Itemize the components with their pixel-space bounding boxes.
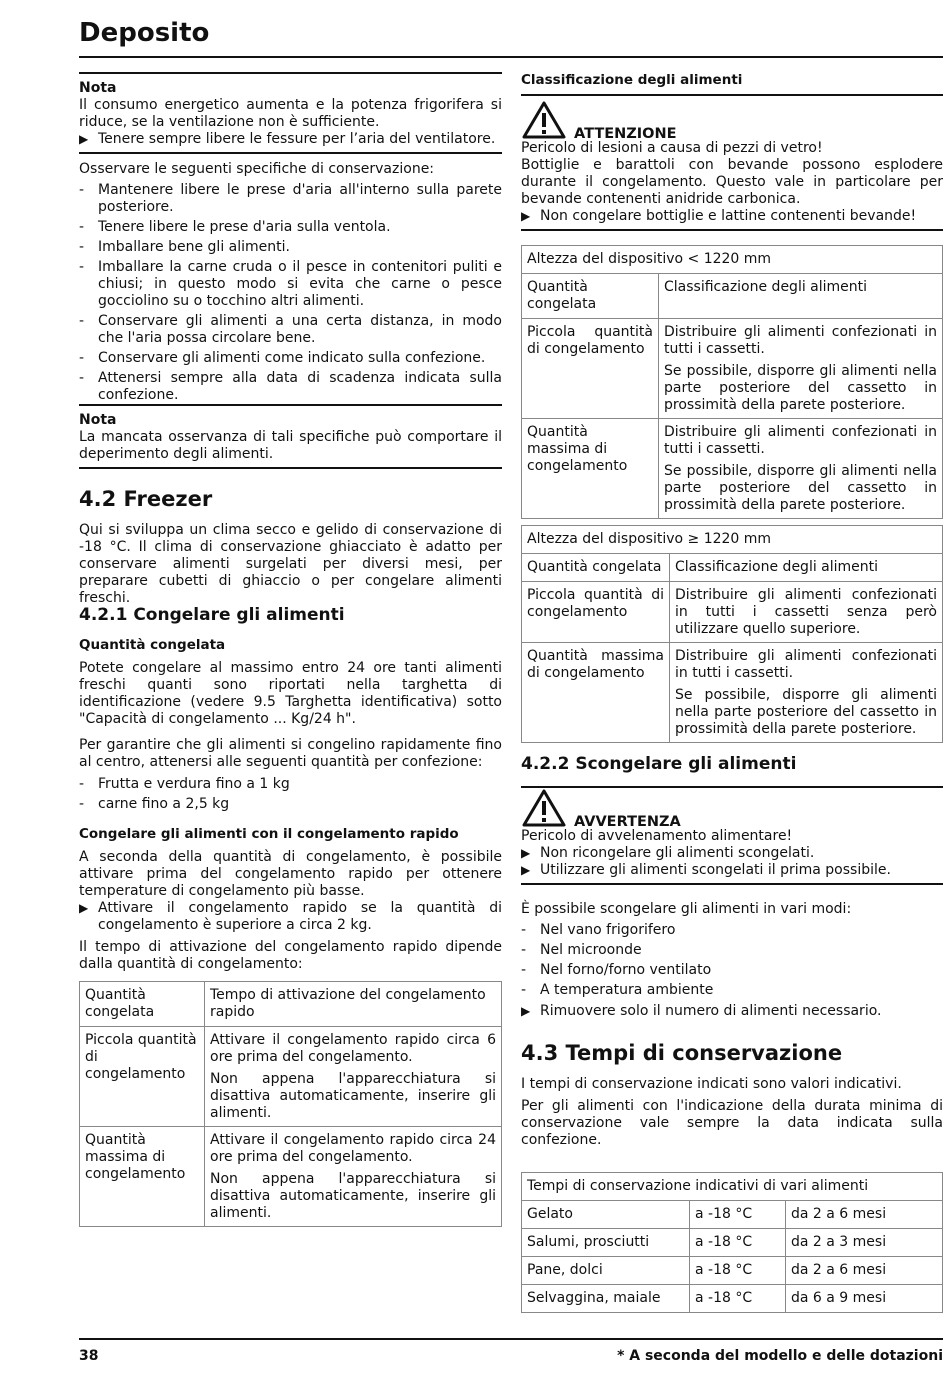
table-cell: da 6 a 9 mesi	[786, 1285, 943, 1313]
table-cell: Distribuire gli alimenti confezionati in tutti i cassetti. Se possibile, disporre gli alimenti nella parte posteriore del cassetto in prossimità della parete posteriore.	[670, 643, 943, 743]
table-cell: a -18 °C	[690, 1257, 786, 1285]
table-header-cell: Quantità congelata	[522, 554, 670, 582]
table-header-cell: Classificazione degli alimenti	[659, 274, 943, 319]
storage-list	[79, 182, 502, 404]
table-title-row	[522, 1173, 943, 1201]
table-header-cell: Quantità congelata	[80, 982, 205, 1027]
action-item	[521, 845, 943, 862]
quantity-text: Potete congelare al massimo entro 24 ore tanti alimenti freschi quanti sono riportati nella targhetta di identificazione (vedere 9.5 Targhetta identificativa) sotto "Capacità di congelamento ... Kg/24 h".	[79, 660, 502, 727]
action-text: Attivare il congelamento rapido se la quantità di congelamento è superiore a circa 2 kg.	[98, 900, 502, 933]
action-text: Non congelare bottiglie e lattine contenenti bevande!	[540, 208, 917, 224]
note-title: Nota	[79, 80, 117, 96]
list-item: - Frutta e verdura fino a 1 kg	[79, 776, 290, 792]
table-row	[522, 1229, 943, 1257]
note-box	[79, 72, 502, 154]
table-cell: Salumi, prosciutti	[522, 1229, 690, 1257]
section-heading-times: 4.3 Tempi di conservazione	[521, 1041, 843, 1065]
quantity-text-2: Per garantire che gli alimenti si congelino rapidamente fino al centro, attenersi alle seguenti quantità per confezione:	[79, 737, 502, 770]
list-item: - Nel vano frigorifero	[521, 922, 676, 938]
table-cell: a -18 °C	[690, 1285, 786, 1313]
rapid-text: A seconda della quantità di congelamento, è possibile attivare prima del congelamento rapido per ottenere temperature di congelamento più basse.	[79, 849, 502, 899]
table-cell: Selvaggina, maiale	[522, 1285, 690, 1313]
list-item: - Tenere libere le prese d'aria sulla ventola.	[79, 219, 391, 235]
table-header-cell: Quantità congelata	[522, 274, 659, 319]
table-title: Altezza del dispositivo < 1220 mm	[522, 246, 943, 274]
table-title: Altezza del dispositivo ≥ 1220 mm	[522, 526, 943, 554]
table-cell: a -18 °C	[690, 1229, 786, 1257]
table-cell: Gelato	[522, 1201, 690, 1229]
header-rule	[79, 56, 943, 58]
table-cell: Quantità massima di congelamento	[80, 1127, 205, 1227]
attention-text: Pericolo di lesioni a causa di pezzi di vetro!	[521, 140, 823, 156]
table-header-cell: Classificazione degli alimenti	[670, 554, 943, 582]
subheading-rapid: Congelare gli alimenti con il congelamento rapido	[79, 826, 459, 842]
section-heading-freezer: 4.2 Freezer	[79, 487, 213, 511]
table-cell: Attivare il congelamento rapido circa 6 ore prima del congelamento. Non appena l'apparecchiatura si disattiva automaticamente, inserire gli alimenti.	[205, 1027, 502, 1127]
subheading-classification: Classificazione degli alimenti	[521, 72, 743, 88]
list-item: - Conservare gli alimenti come indicato sulla confezione.	[79, 350, 486, 366]
freezer-text: Qui si sviluppa un clima secco e gelido di conservazione di -18 °C. Il clima di conservazione ghiacciato è adatto per conservare alimenti surgelati per diversi mesi, per preparare cubetti di ghiaccio o per congelare alimenti freschi.	[79, 522, 502, 606]
storage-intro: Osservare le seguenti specifiche di conservazione:	[79, 161, 435, 177]
arrow-right-icon: ▶	[79, 901, 89, 915]
list-item: - Imballare bene gli alimenti.	[79, 239, 290, 255]
table-row	[522, 419, 943, 519]
action-text: Non ricongelare gli alimenti scongelati.	[540, 845, 815, 861]
thaw-list	[521, 922, 943, 1002]
action-text: Tenere sempre libere le fessure per l’aria del ventilatore.	[98, 131, 496, 147]
times-text-2: Per gli alimenti con l'indicazione della durata minima di conservazione vale sempre la data indicata sulla confezione.	[521, 1098, 943, 1148]
table-cell: Quantità massima di congelamento	[522, 643, 670, 743]
rapid-freeze-table	[79, 981, 502, 1227]
table-title: Tempi di conservazione indicativi di vari alimenti	[522, 1173, 943, 1201]
table-row	[522, 1201, 943, 1229]
action-item	[79, 900, 502, 934]
list-item: - Conservare gli alimenti a una certa distanza, in modo che l'aria possa circolare bene.	[79, 313, 502, 346]
note-box	[79, 404, 502, 469]
table-row	[522, 643, 943, 743]
section-heading-thaw: 4.2.2 Scongelare gli alimenti	[521, 754, 797, 774]
thaw-intro: È possibile scongelare gli alimenti in vari modi:	[521, 901, 852, 917]
action-item	[521, 862, 943, 879]
warning-triangle-icon	[521, 788, 567, 828]
warning-label: AVVERTENZA	[574, 814, 681, 830]
list-item: - carne fino a 2,5 kg	[79, 796, 230, 812]
table-header-row	[522, 274, 943, 319]
table-cell: Quantità massima di congelamento	[522, 419, 659, 519]
rapid-text-2: Il tempo di attivazione del congelamento rapido dipende dalla quantità di congelamento:	[79, 939, 502, 972]
table-row	[522, 319, 943, 419]
table-cell: da 2 a 3 mesi	[786, 1229, 943, 1257]
table-row	[522, 1285, 943, 1313]
list-item: - Nel forno/forno ventilato	[521, 962, 712, 978]
table-row	[522, 1257, 943, 1285]
classification-table-small	[521, 245, 943, 519]
table-cell: da 2 a 6 mesi	[786, 1201, 943, 1229]
action-item	[79, 131, 502, 148]
quantity-list	[79, 776, 502, 816]
footer-note: * A seconda del modello e delle dotazioni	[617, 1348, 943, 1364]
arrow-right-icon: ▶	[521, 209, 531, 223]
attention-box	[521, 100, 943, 231]
table-title-row	[522, 246, 943, 274]
section-heading-freeze: 4.2.1 Congelare gli alimenti	[79, 605, 345, 625]
arrow-right-icon: ▶	[521, 863, 531, 877]
table-title-row	[522, 526, 943, 554]
list-item: - Mantenere libere le prese d'aria all'interno sulla parete posteriore.	[79, 182, 502, 215]
page-title: Deposito	[79, 18, 210, 48]
table-cell: Piccola quantità di congelamento	[80, 1027, 205, 1127]
table-cell: da 2 a 6 mesi	[786, 1257, 943, 1285]
classification-heading-box	[521, 72, 943, 96]
table-cell: Attivare il congelamento rapido circa 24 ore prima del congelamento. Non appena l'apparecchiatura si disattiva automaticamente, inserire gli alimenti.	[205, 1127, 502, 1227]
table-cell: Distribuire gli alimenti confezionati in tutti i cassetti. Se possibile, disporre gli alimenti nella parte posteriore del cassetto in prossimità della parete posteriore.	[659, 319, 943, 419]
storage-times-table	[521, 1172, 943, 1313]
action-text: Rimuovere solo il numero di alimenti necessario.	[540, 1003, 882, 1019]
attention-text: Bottiglie e barattoli con bevande possono esplodere durante il congelamento. Questo vale in particolare per bevande contenenti anidride carbonica.	[521, 157, 943, 207]
table-cell: Distribuire gli alimenti confezionati in tutti i cassetti senza però utilizzare quello superiore.	[670, 582, 943, 643]
warning-box	[521, 786, 943, 885]
table-header-row	[80, 982, 502, 1027]
list-item: - Nel microonde	[521, 942, 642, 958]
table-cell: Distribuire gli alimenti confezionati in tutti i cassetti. Se possibile, disporre gli alimenti nella parte posteriore del cassetto in prossimità della parete posteriore.	[659, 419, 943, 519]
page-number: 38	[79, 1348, 99, 1364]
note-text: Il consumo energetico aumenta e la potenza frigorifera si riduce, se la ventilazione non è sufficiente.	[79, 97, 502, 130]
list-item: - Attenersi sempre alla data di scadenza indicata sulla confezione.	[79, 370, 502, 403]
attention-label: ATTENZIONE	[574, 126, 677, 142]
arrow-right-icon: ▶	[79, 132, 89, 146]
table-row	[80, 1127, 502, 1227]
action-item	[521, 208, 943, 225]
list-item: - A temperatura ambiente	[521, 982, 714, 998]
table-row	[80, 1027, 502, 1127]
arrow-right-icon: ▶	[521, 1004, 531, 1018]
list-item: - Imballare la carne cruda o il pesce in contenitori puliti e chiusi; in questo modo si evita che carne o pesce gocciolino su o tocchino altri alimenti.	[79, 259, 502, 309]
action-text: Utilizzare gli alimenti scongelati il prima possibile.	[540, 862, 891, 878]
table-header-row	[522, 554, 943, 582]
warning-triangle-icon	[521, 100, 567, 140]
subheading-quantity: Quantità congelata	[79, 637, 226, 653]
note-text: La mancata osservanza di tali specifiche può comportare il deperimento degli alimenti.	[79, 429, 502, 462]
table-cell: Piccola quantità di congelamento	[522, 582, 670, 643]
table-cell: Pane, dolci	[522, 1257, 690, 1285]
table-cell: a -18 °C	[690, 1201, 786, 1229]
table-cell: Piccola quantità di congelamento	[522, 319, 659, 419]
times-text: I tempi di conservazione indicati sono valori indicativi.	[521, 1076, 902, 1092]
warning-text: Pericolo di avvelenamento alimentare!	[521, 828, 793, 844]
table-row	[522, 582, 943, 643]
classification-table-large	[521, 525, 943, 743]
arrow-right-icon: ▶	[521, 846, 531, 860]
action-item	[521, 1003, 943, 1020]
note-title: Nota	[79, 412, 117, 428]
table-header-cell: Tempo di attivazione del congelamento rapido	[205, 982, 502, 1027]
footer-rule	[79, 1338, 943, 1340]
